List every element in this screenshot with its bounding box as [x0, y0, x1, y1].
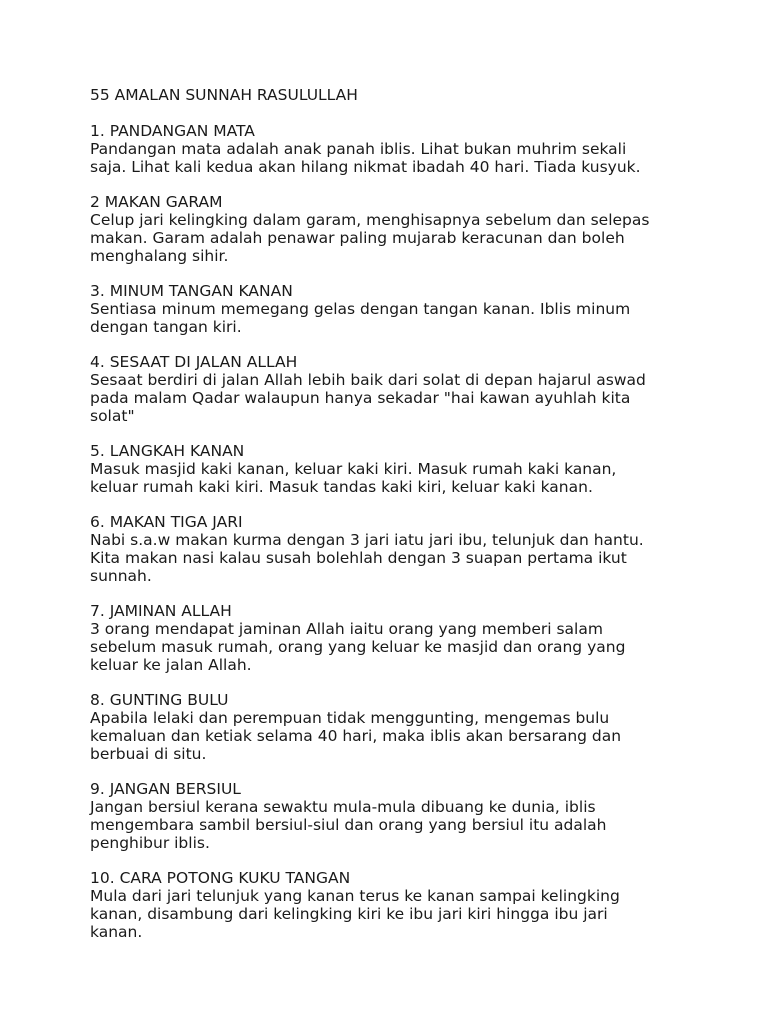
section-heading: 7. JAMINAN ALLAH: [90, 602, 232, 620]
body-line: Jangan bersiul kerana sewaktu mula-mula dibuang ke dunia, iblis: [90, 798, 596, 816]
body-line: saja. Lihat kali kedua akan hilang nikmat ibadah 40 hari. Tiada kusyuk.: [90, 158, 641, 176]
body-line: Apabila lelaki dan perempuan tidak menggunting, mengemas bulu: [90, 709, 610, 727]
body-line: solat": [90, 407, 135, 425]
body-line: berbuai di situ.: [90, 745, 207, 763]
section-heading: 3. MINUM TANGAN KANAN: [90, 282, 293, 300]
section-body: [90, 140, 730, 176]
section-cara-potong-kuku-tangan: [90, 869, 730, 941]
section-gunting-bulu: [90, 691, 730, 763]
section-heading: 5. LANGKAH KANAN: [90, 442, 245, 460]
section-heading: 8. GUNTING BULU: [90, 691, 229, 709]
section-heading: 4. SESAAT DI JALAN ALLAH: [90, 353, 298, 371]
body-line: keluar ke jalan Allah.: [90, 656, 252, 674]
section-body: [90, 887, 730, 941]
section-body: [90, 531, 730, 585]
body-line: kanan.: [90, 923, 143, 941]
body-line: Sentiasa minum memegang gelas dengan tangan kanan. Iblis minum: [90, 300, 631, 318]
section-heading: 10. CARA POTONG KUKU TANGAN: [90, 869, 351, 887]
section-minum-tangan-kanan: [90, 282, 730, 336]
section-body: [90, 371, 730, 425]
section-jangan-bersiul: [90, 780, 730, 852]
section-body: [90, 300, 730, 336]
section-pandangan-mata: [90, 122, 730, 176]
body-line: sebelum masuk rumah, orang yang keluar ke masjid dan orang yang: [90, 638, 626, 656]
body-line: Kita makan nasi kalau susah bolehlah dengan 3 suapan pertama ikut: [90, 549, 627, 567]
body-line: kemaluan dan ketiak selama 40 hari, maka iblis akan bersarang dan: [90, 727, 622, 745]
section-body: [90, 620, 730, 674]
body-line: keluar rumah kaki kiri. Masuk tandas kaki kiri, keluar kaki kanan.: [90, 478, 593, 496]
section-makan-tiga-jari: [90, 513, 730, 585]
body-line: Pandangan mata adalah anak panah iblis. Lihat bukan muhrim sekali: [90, 140, 627, 158]
section-makan-garam: [90, 193, 730, 265]
document-title: 55 AMALAN SUNNAH RASULULLAH: [90, 86, 358, 104]
body-line: sunnah.: [90, 567, 152, 585]
section-sesaat-di-jalan-allah: [90, 353, 730, 425]
body-line: pada malam Qadar walaupun hanya sekadar "hai kawan ayuhlah kita: [90, 389, 631, 407]
section-langkah-kanan: [90, 442, 730, 496]
body-line: Sesaat berdiri di jalan Allah lebih baik dari solat di depan hajarul aswad: [90, 371, 646, 389]
section-body: [90, 460, 730, 496]
section-body: [90, 211, 730, 265]
body-line: menghalang sihir.: [90, 247, 229, 265]
body-line: makan. Garam adalah penawar paling mujarab keracunan dan boleh: [90, 229, 625, 247]
section-heading: 2 MAKAN GARAM: [90, 193, 223, 211]
body-line: Celup jari kelingking dalam garam, menghisapnya sebelum dan selepas: [90, 211, 650, 229]
document-page: [90, 86, 730, 958]
body-line: mengembara sambil bersiul-siul dan orang yang bersiul itu adalah: [90, 816, 607, 834]
body-line: 3 orang mendapat jaminan Allah iaitu orang yang memberi salam: [90, 620, 603, 638]
section-body: [90, 709, 730, 763]
section-jaminan-allah: [90, 602, 730, 674]
section-body: [90, 798, 730, 852]
body-line: Nabi s.a.w makan kurma dengan 3 jari iatu jari ibu, telunjuk dan hantu.: [90, 531, 644, 549]
section-heading: 9. JANGAN BERSIUL: [90, 780, 241, 798]
body-line: Masuk masjid kaki kanan, keluar kaki kiri. Masuk rumah kaki kanan,: [90, 460, 617, 478]
section-heading: 1. PANDANGAN MATA: [90, 122, 255, 140]
body-line: penghibur iblis.: [90, 834, 210, 852]
body-line: Mula dari jari telunjuk yang kanan terus ke kanan sampai kelingking: [90, 887, 620, 905]
body-line: dengan tangan kiri.: [90, 318, 242, 336]
section-heading: 6. MAKAN TIGA JARI: [90, 513, 243, 531]
body-line: kanan, disambung dari kelingking kiri ke ibu jari kiri hingga ibu jari: [90, 905, 608, 923]
